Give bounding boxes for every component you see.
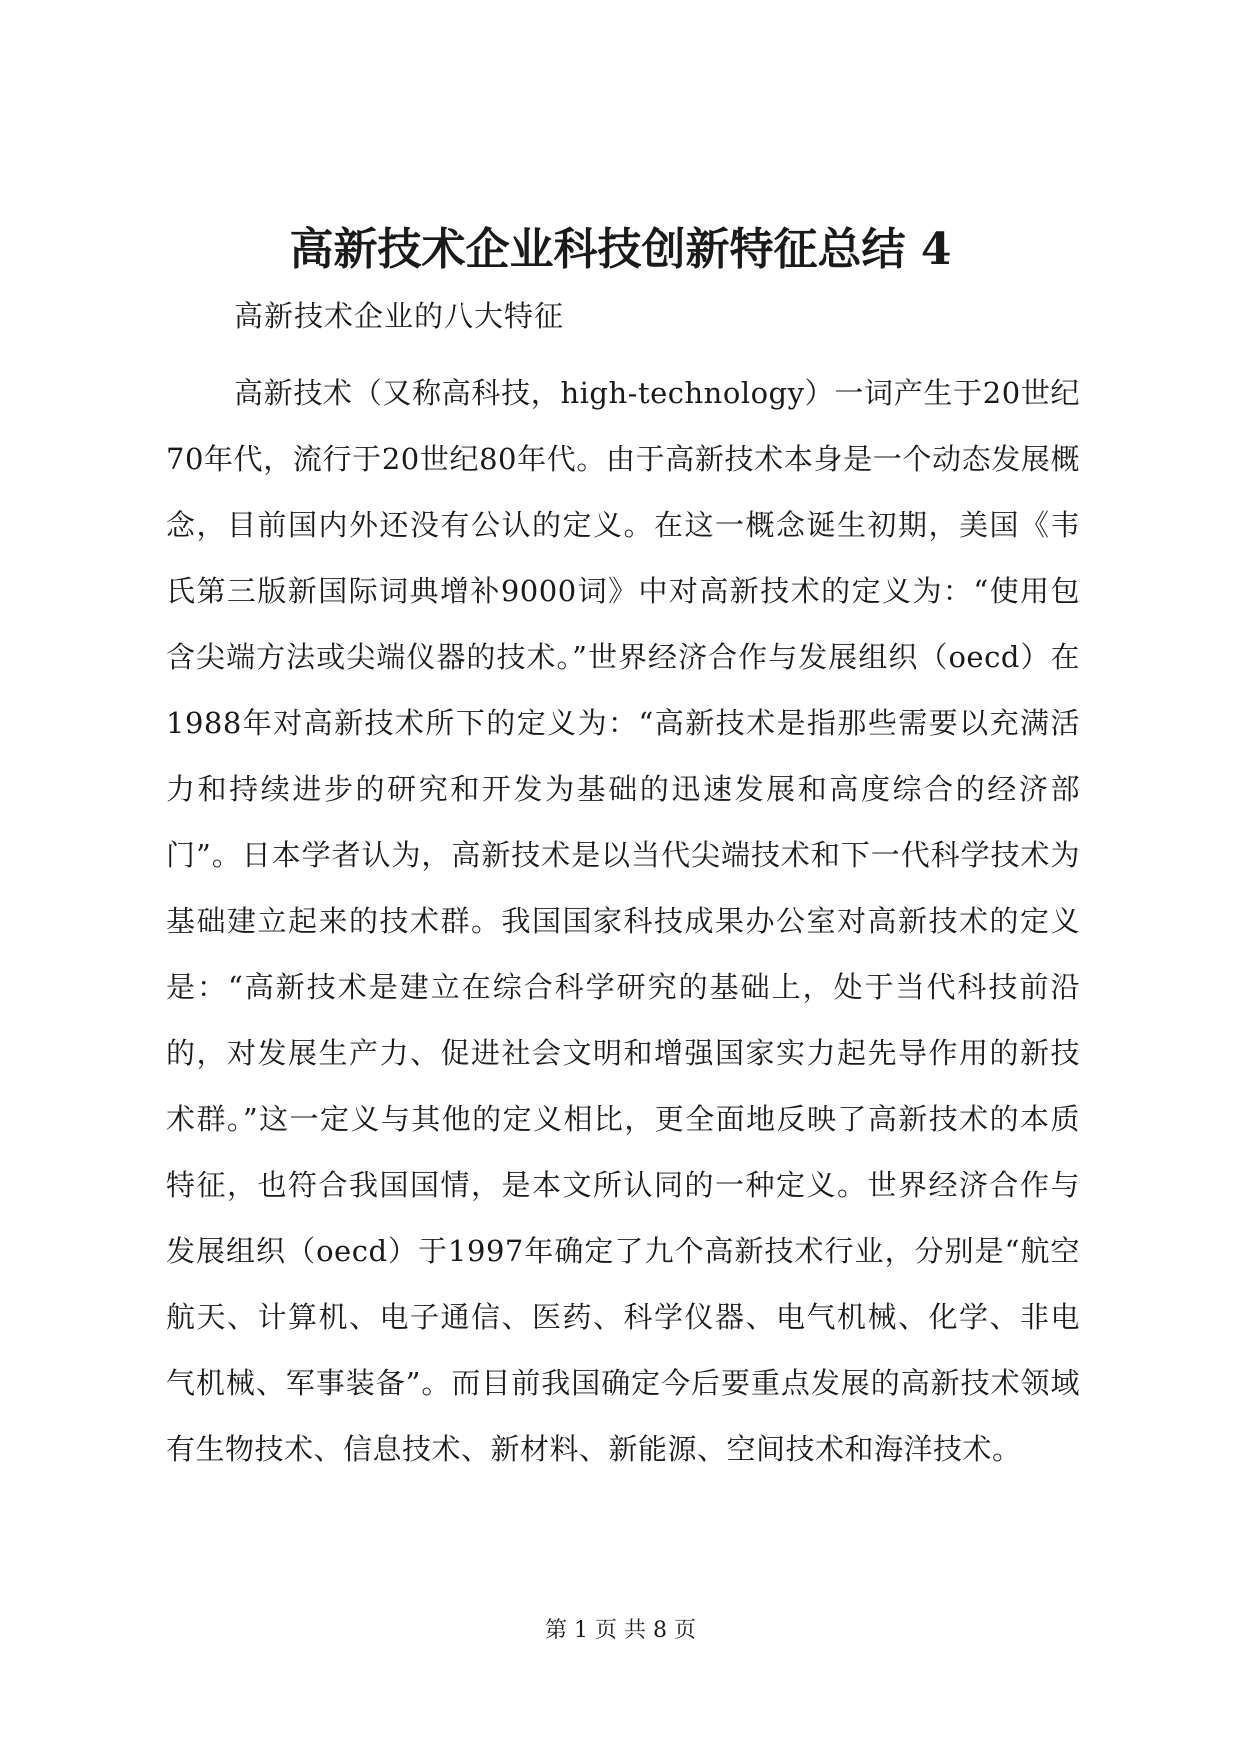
document-title: 高新技术企业科技创新特征总结 4 (289, 224, 952, 275)
body-paragraph: 高新技术（又称高科技，high-technology）一词产生于20世纪70年代，流行于20世纪80年代。由于高新技术本身是一个动态发展概念，目前国内外还没有公认的定义。在这一概念诞生初期，美国《韦氏第三版新国际词典增补9000词》中对高新技术的定义为：“使用包含尖端方法或尖端仪器的技术。”世界经济合作与发展组织（oecd）在1988年对高新技术所下的定义为：“高新技术是指那些需要以充满活力和持续进步的研究和开发为基础的迅速发展和高度综合的经济部门”。日本学者认为，高新技术是以当代尖端技术和下一代科学技术为基础建立起来的技术群。我国国家科技成果办公室对高新技术的定义是：“高新技术是建立在综合科学研究的基础上，处于当代科技前沿的，对发展生产力、促进社会文明和增强国家实力起先导作用的新技术群。”这一定义与其他的定义相比，更全面地反映了高新技术的本质特征，也符合我国国情，是本文所认同的一种定义。世界经济合作与发展组织（oecd）于1997年确定了九个高新技术行业，分别是“航空航天、计算机、电子通信、医药、科学仪器、电气机械、化学、非电气机械、军事装备”。而目前我国确定今后要重点发展的高新技术领域有生物技术、信息技术、新材料、新能源、空间技术和海洋技术。 (166, 376, 1080, 1466)
document-subtitle: 高新技术企业的八大特征 (234, 299, 565, 333)
page-number-footer: 第 1 页 共 8 页 (545, 1618, 696, 1643)
